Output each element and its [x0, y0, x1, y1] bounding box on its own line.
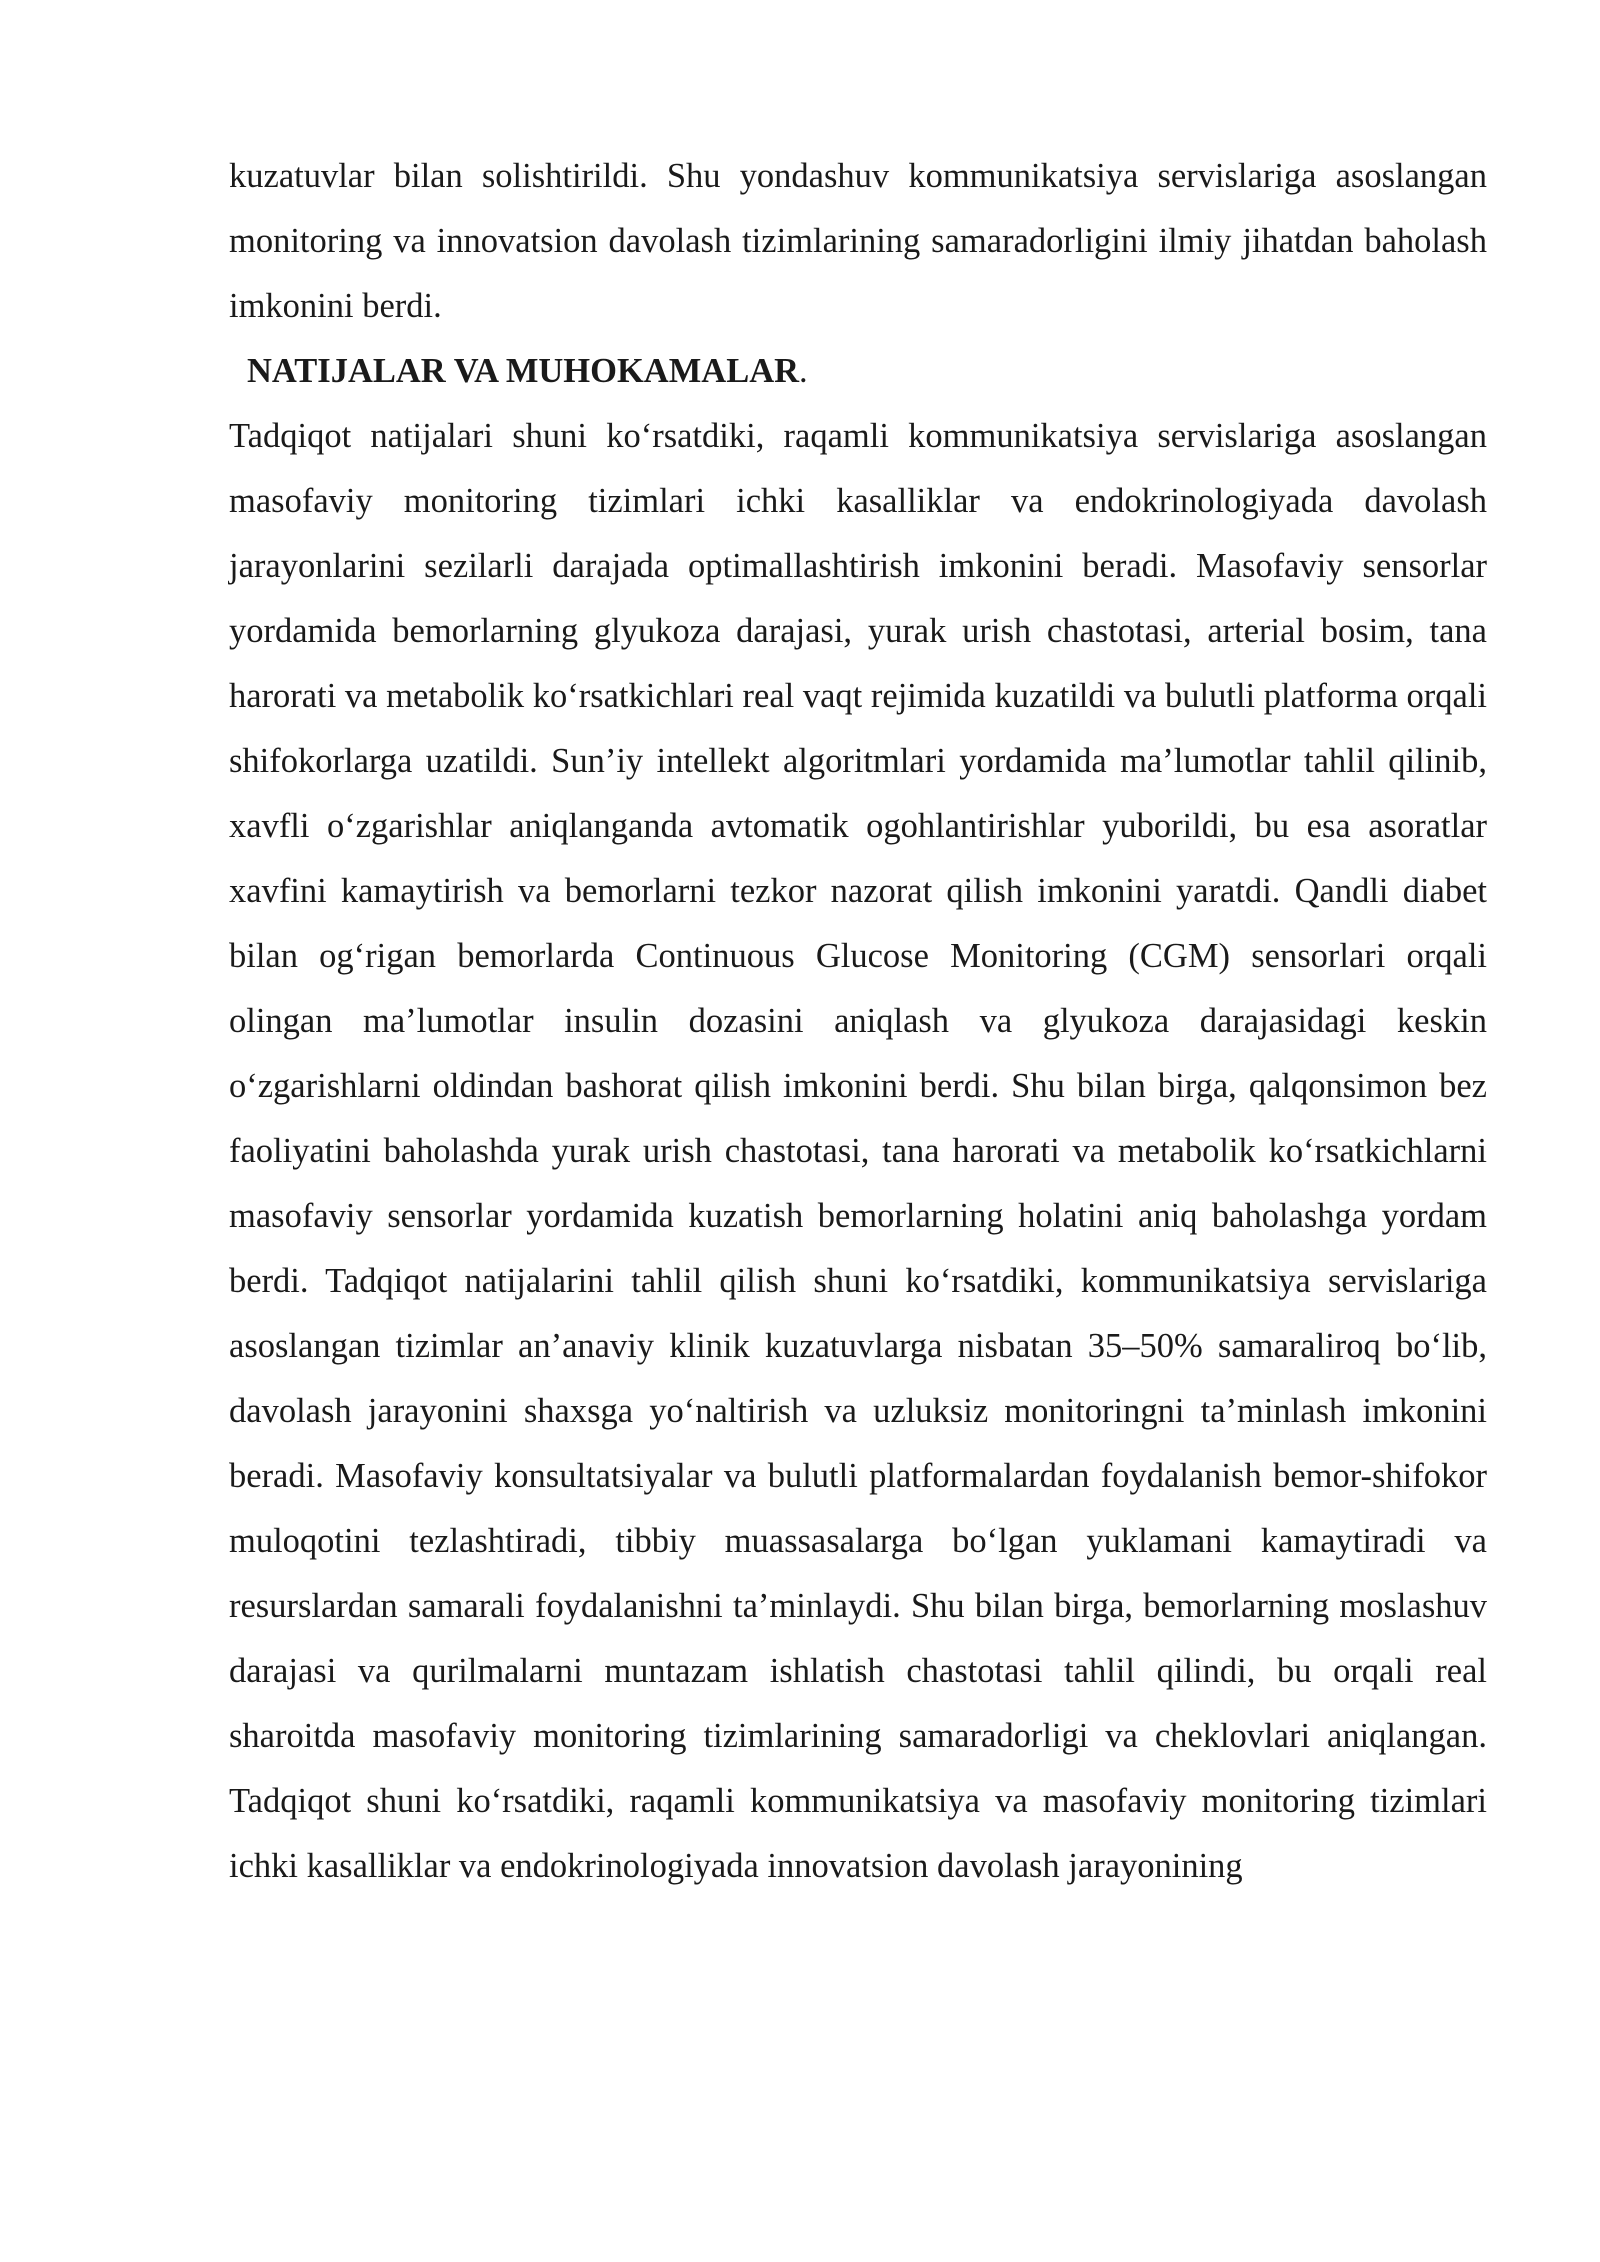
section-heading [247, 339, 808, 404]
paragraph-intro-text: kuzatuvlar bilan solishtirildi. Shu yondashuv kommunikatsiya servislariga asoslangan monitoring va innovatsion davolash tizimlarining samaradorligini ilmiy jihatdan baholash imkonini berdi. [229, 157, 1487, 325]
section-heading-punct: . [799, 352, 808, 390]
paragraph-intro [229, 144, 1487, 339]
section-heading-text: NATIJALAR VA MUHOKAMALAR [247, 352, 800, 390]
paragraph-results [229, 404, 1487, 1899]
paragraph-results-text: Tadqiqot natijalari shuni ko‘rsatdiki, raqamli kommunikatsiya servislariga asoslangan masofaviy monitoring tizimlari ichki kasalliklar va endokrinologiyada davolash jarayonlarini sezilarli darajada optimallashtirish imkonini beradi. Masofaviy sensorlar yordamida bemorlarning glyukoza darajasi, yurak urish chastotasi, arterial bosim, tana harorati va metabolik ko‘rsatkichlari real vaqt rejimida kuzatildi va bulutli platforma orqali shifokorlarga uzatildi. Sun’iy intellekt algoritmlari yordamida ma’lumotlar tahlil qilinib, xavfli o‘zgarishlar aniqlanganda avtomatik ogohlantirishlar yuborildi, bu esa asoratlar xavfini kamaytirish va bemorlarni tezkor nazorat qilish imkonini yaratdi. Qandli diabet bilan og‘rigan bemorlarda Continuous Glucose Monitoring (CGM) sensorlari orqali olingan ma’lumotlar insulin dozasini aniqlash va glyukoza darajasidagi keskin o‘zgarishlarni oldindan bashorat qilish imkonini berdi. Shu bilan birga, qalqonsimon bez faoliyatini baholashda yurak urish chastotasi, tana harorati va metabolik ko‘rsatkichlarni masofaviy sensorlar yordamida kuzatish bemorlarning holatini aniq baholashga yordam berdi. Tadqiqot natijalarini tahlil qilish shuni ko‘rsatdiki, kommunikatsiya servislariga asoslangan tizimlar an’anaviy klinik kuzatuvlarga nisbatan 35–50% samaraliroq bo‘lib, davolash jarayonini shaxsga yo‘naltirish va uzluksiz monitoringni ta’minlash imkonini beradi. Masofaviy konsultatsiyalar va bulutli platformalardan foydalanish bemor-shifokor muloqotini tezlashtiradi, tibbiy muassasalarga bo‘lgan yuklamani kamaytiradi va resurslardan samarali foydalanishni ta’minlaydi. Shu bilan birga, bemorlarning moslashuv darajasi va qurilmalarni muntazam ishlatish chastotasi tahlil qilindi, bu orqali real sharoitda masofaviy monitoring tizimlarining samaradorligi va cheklovlari aniqlangan. Tadqiqot shuni ko‘rsatdiki, raqamli kommunikatsiya va masofaviy monitoring tizimlari ichki kasalliklar va endokrinologiyada innovatsion davolash jarayonining [229, 417, 1487, 1885]
